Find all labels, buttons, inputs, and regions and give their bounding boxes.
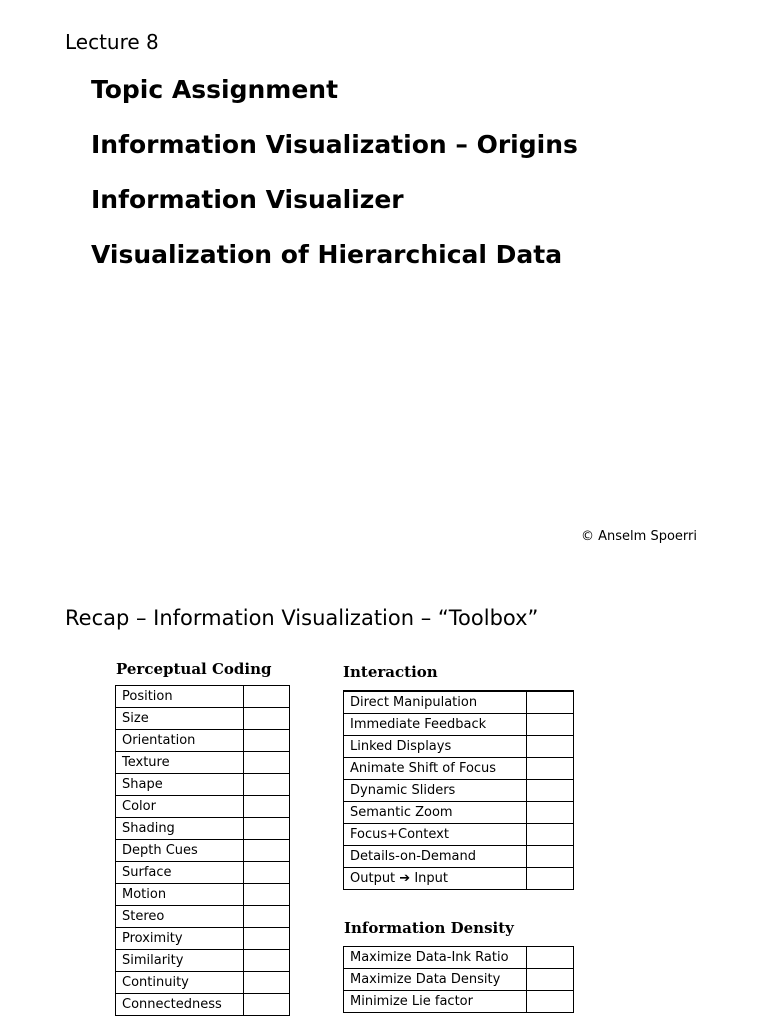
table-row — [116, 928, 290, 950]
table-row-check-cell — [244, 730, 290, 752]
table-row-check-cell — [527, 991, 574, 1013]
table-row-check-cell — [244, 972, 290, 994]
table-row — [116, 994, 290, 1016]
table-row — [116, 818, 290, 840]
table-row-label: Continuity — [116, 972, 244, 994]
table-row-label: Animate Shift of Focus — [344, 757, 527, 779]
table-row-label: Texture — [116, 752, 244, 774]
table-row-check-cell — [527, 867, 574, 889]
topic-title: Topic Assignment — [91, 75, 339, 104]
table-row-check-cell — [244, 796, 290, 818]
table-row-label: Semantic Zoom — [344, 801, 527, 823]
table-row-label: Stereo — [116, 906, 244, 928]
table-row-check-cell — [527, 713, 574, 735]
table-row-check-cell — [244, 686, 290, 708]
table-row-check-cell — [244, 884, 290, 906]
table-row-check-cell — [244, 906, 290, 928]
perceptual-coding-heading: Perceptual Coding — [116, 660, 272, 678]
table-row-check-cell — [527, 691, 574, 713]
table-row-check-cell — [527, 823, 574, 845]
table-row-label: Color — [116, 796, 244, 818]
table-row — [344, 801, 574, 823]
table-row — [344, 779, 574, 801]
topic-title: Information Visualization – Origins — [91, 130, 578, 159]
table-row-check-cell — [244, 994, 290, 1016]
table-row-label: Depth Cues — [116, 840, 244, 862]
table-row-check-cell — [244, 840, 290, 862]
table-row-check-cell — [244, 708, 290, 730]
table-row-label: Motion — [116, 884, 244, 906]
table-row-check-cell — [244, 752, 290, 774]
table-row-label: Direct Manipulation — [344, 691, 527, 713]
table-row — [116, 906, 290, 928]
table-row — [344, 969, 574, 991]
table-row — [344, 735, 574, 757]
table-row — [116, 862, 290, 884]
table-row-check-cell — [244, 950, 290, 972]
table-row-label: Maximize Data-Ink Ratio — [344, 947, 527, 969]
table-row-label: Maximize Data Density — [344, 969, 527, 991]
topic-title: Information Visualizer — [91, 185, 404, 214]
table-row-label: Shading — [116, 818, 244, 840]
table-row-check-cell — [527, 801, 574, 823]
table-row — [344, 867, 574, 889]
perceptual-coding-table — [115, 685, 290, 1016]
information-density-heading: Information Density — [344, 919, 514, 937]
table-row-label: Output ➔ Input — [344, 867, 527, 889]
table-row — [116, 884, 290, 906]
table-row-label: Orientation — [116, 730, 244, 752]
table-row — [344, 823, 574, 845]
table-row — [116, 708, 290, 730]
table-row — [116, 840, 290, 862]
table-row-check-cell — [527, 779, 574, 801]
table-row — [344, 691, 574, 713]
table-row-check-cell — [527, 757, 574, 779]
topic-title: Visualization of Hierarchical Data — [91, 240, 563, 269]
table-row-label: Minimize Lie factor — [344, 991, 527, 1013]
table-row-label: Focus+Context — [344, 823, 527, 845]
recap-title: Recap – Information Visualization – “Toolbox” — [65, 606, 539, 630]
table-row-label: Dynamic Sliders — [344, 779, 527, 801]
table-row-label: Details-on-Demand — [344, 845, 527, 867]
interaction-heading: Interaction — [343, 663, 438, 681]
table-row-check-cell — [244, 818, 290, 840]
table-row-check-cell — [527, 845, 574, 867]
table-row — [116, 796, 290, 818]
table-row — [116, 774, 290, 796]
table-row-check-cell — [244, 928, 290, 950]
table-row-label: Proximity — [116, 928, 244, 950]
table-row-label: Shape — [116, 774, 244, 796]
table-row — [344, 947, 574, 969]
table-row — [116, 730, 290, 752]
table-row-check-cell — [244, 862, 290, 884]
table-row — [116, 752, 290, 774]
table-row-check-cell — [527, 735, 574, 757]
table-row-label: Position — [116, 686, 244, 708]
table-row-label: Connectedness — [116, 994, 244, 1016]
table-row — [344, 713, 574, 735]
lecture-label: Lecture 8 — [65, 30, 159, 54]
interaction-table — [343, 690, 574, 890]
table-row-label: Surface — [116, 862, 244, 884]
table-row-check-cell — [244, 774, 290, 796]
table-row-label: Immediate Feedback — [344, 713, 527, 735]
table-row-check-cell — [527, 969, 574, 991]
table-row — [344, 757, 574, 779]
information-density-table — [343, 946, 574, 1013]
table-row-label: Size — [116, 708, 244, 730]
table-row-label: Similarity — [116, 950, 244, 972]
copyright-notice: © Anselm Spoerri — [581, 529, 697, 544]
table-row-check-cell — [527, 947, 574, 969]
table-row — [116, 686, 290, 708]
table-row — [344, 845, 574, 867]
table-row — [116, 972, 290, 994]
table-row — [116, 950, 290, 972]
table-row — [344, 991, 574, 1013]
table-row-label: Linked Displays — [344, 735, 527, 757]
